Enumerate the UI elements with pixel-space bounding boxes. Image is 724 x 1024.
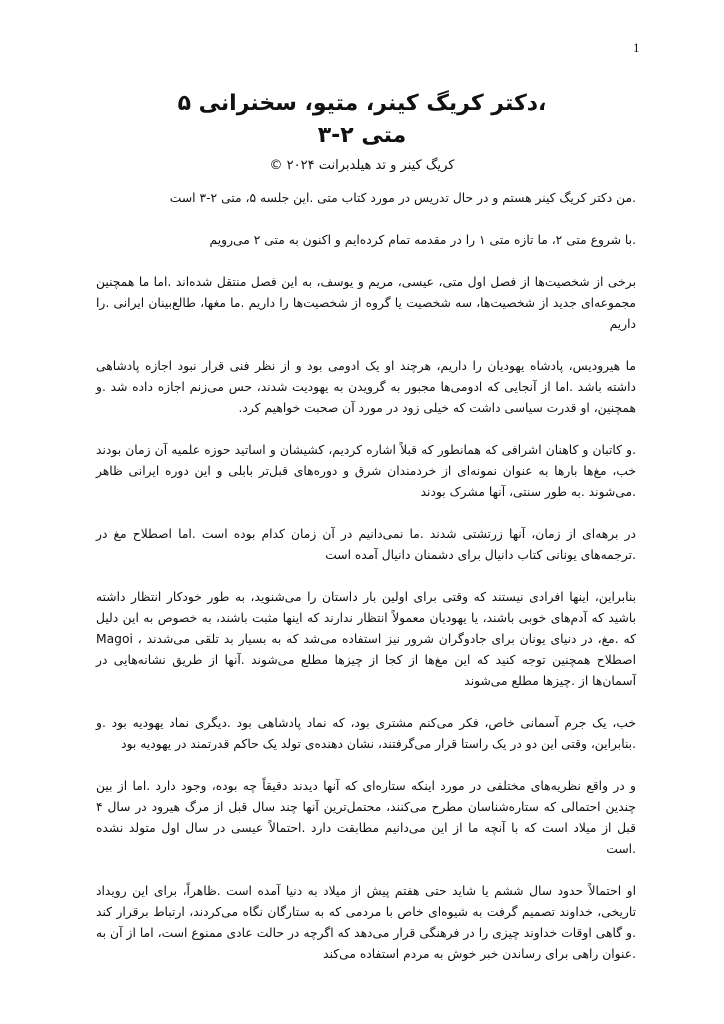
paragraph-5: .و کاتبان و کاهنان اشرافی که همانطور که قبلاً اشاره کردیم، کشیشان و اساتید حوزه علمیه آن زمان بودند خب، مغ‌ها بارها به عنوان نمونه‌ای از خردمندان شرق و دوره‌های قبل‌تر بابلی و این دوره ایرانی ظاهر .می‌شوند .به طور سنتی، آنها مشرک بودند	[96, 443, 636, 499]
paragraph-10: او احتمالاً حدود سال ششم یا شاید حتی هفتم پیش از میلاد به دنیا آمده است .ظاهراً، برای این رویداد تاریخی، خداوند تصمیم گرفت به شیوه‌ای خاص با مردمی که به ستارگان نگاه می‌کردند، ارتباط برقرار کند .و گاهی اوقات خداوند چیزی را در فرهنگی قرار می‌دهد که اگرچه در حالت عادی ممنوع است، اما از آن به .عنوان راهی برای رساندن خبر خوش به مردم استفاده می‌کند	[96, 884, 636, 961]
paragraph-2: .با شروع متی ۲، ما تازه متی ۱ را در مقدمه تمام کرده‌ایم و اکنون به متی ۲ می‌رویم	[209, 233, 636, 247]
paragraph-8: خب، یک جرم آسمانی خاص، فکر می‌کنم مشتری بود، که نماد پادشاهی بود .دیگری نماد یهودیه بود .و .بنابراین، وقتی این دو در یک راستا قرار می‌گرفتند، نشان دهنده‌ی تولد یک حاکم قدرتمند در یهودیه بود	[96, 716, 636, 751]
paragraph-1: .من دکتر کریگ کینر هستم و در حال تدریس در مورد کتاب متی .این جلسه ۵، متی ۲-۳ است	[169, 191, 636, 205]
title-block	[0, 88, 724, 178]
paragraph-7: بنابراین، اینها افرادی نیستند که وقتی برای اولین بار داستان را می‌شنوید، به طور خودکار انتظار داشته باشید که آدم‌های خوبی باشند، یا یهودیان معمولاً انتظار ندارند که اینها مثبت باشند، به خصوص به این دلیل که .مغ، در دنیای یونان برای جادوگران شرور نیز استفاده می‌شد که به بسیار بد تلقی می‌شدند ، Magoi اصطلاح همچنین توجه کنید که این مغ‌ها از کجا از چیزها مطلع می‌شوند .آنها از طریق نشانه‌هایی در آسمان‌ها از .چیزها مطلع می‌شوند	[96, 590, 636, 688]
body-text	[96, 188, 636, 986]
paragraph-4: ما هیرودیس، پادشاه یهودیان را داریم، هرچند او یک ادومی بود و از نظر فنی قرار نبود اجازه پادشاهی داشته باشد .اما از آنجایی که ادومی‌ها مجبور به گرویدن به یهودیت شدند، حس می‌زنم اجازه داده شد .و همچنین، او قدرت سیاسی داشت که خیلی زود در مورد آن صحبت خواهیم کرد.	[96, 359, 636, 415]
title-line-2: متی ۲-۳	[317, 123, 407, 148]
paragraph-3: برخی از شخصیت‌ها از فصل اول متی، عیسی، مریم و یوسف، به این فصل منتقل شده‌اند .اما ما همچنین مجموعه‌ای جدید از شخصیت‌ها، سه شخصیت یا گروه از شخصیت‌ها را داریم .ما مغها، طالع‌بینان ایرانی .را داریم	[96, 275, 636, 331]
paragraph-9: و در واقع نظریه‌های مختلفی در مورد اینکه ستاره‌ای که آنها دیدند دقیقاً چه بوده، وجود دارد .اما از بین چندین احتمالی که ستاره‌شناسان مطرح می‌کنند، محتمل‌ترین آنها چند سال قبل از مرگ هیرود در سال ۴ قبل از میلاد است که با آنچه ما از این می‌دانیم مطابقت دارد .احتمالاً عیسی در سال اول متولد نشده .است	[96, 779, 636, 856]
title-line-1: ،دکتر کریگ کینر، متیو، سخنرانی ۵	[177, 91, 547, 116]
page-number: 1	[633, 40, 640, 55]
copyright-line: کریگ کینر و تد هیلدبرانت ۲۰۲۴ ©	[269, 158, 455, 173]
paragraph-6: در برهه‌ای از زمان، آنها زرتشتی شدند .ما نمی‌دانیم در آن زمان کدام بوده است .اما اصطلاح مغ در .ترجمه‌های یونانی کتاب دانیال برای دشمنان دانیال آمده است	[96, 527, 636, 562]
